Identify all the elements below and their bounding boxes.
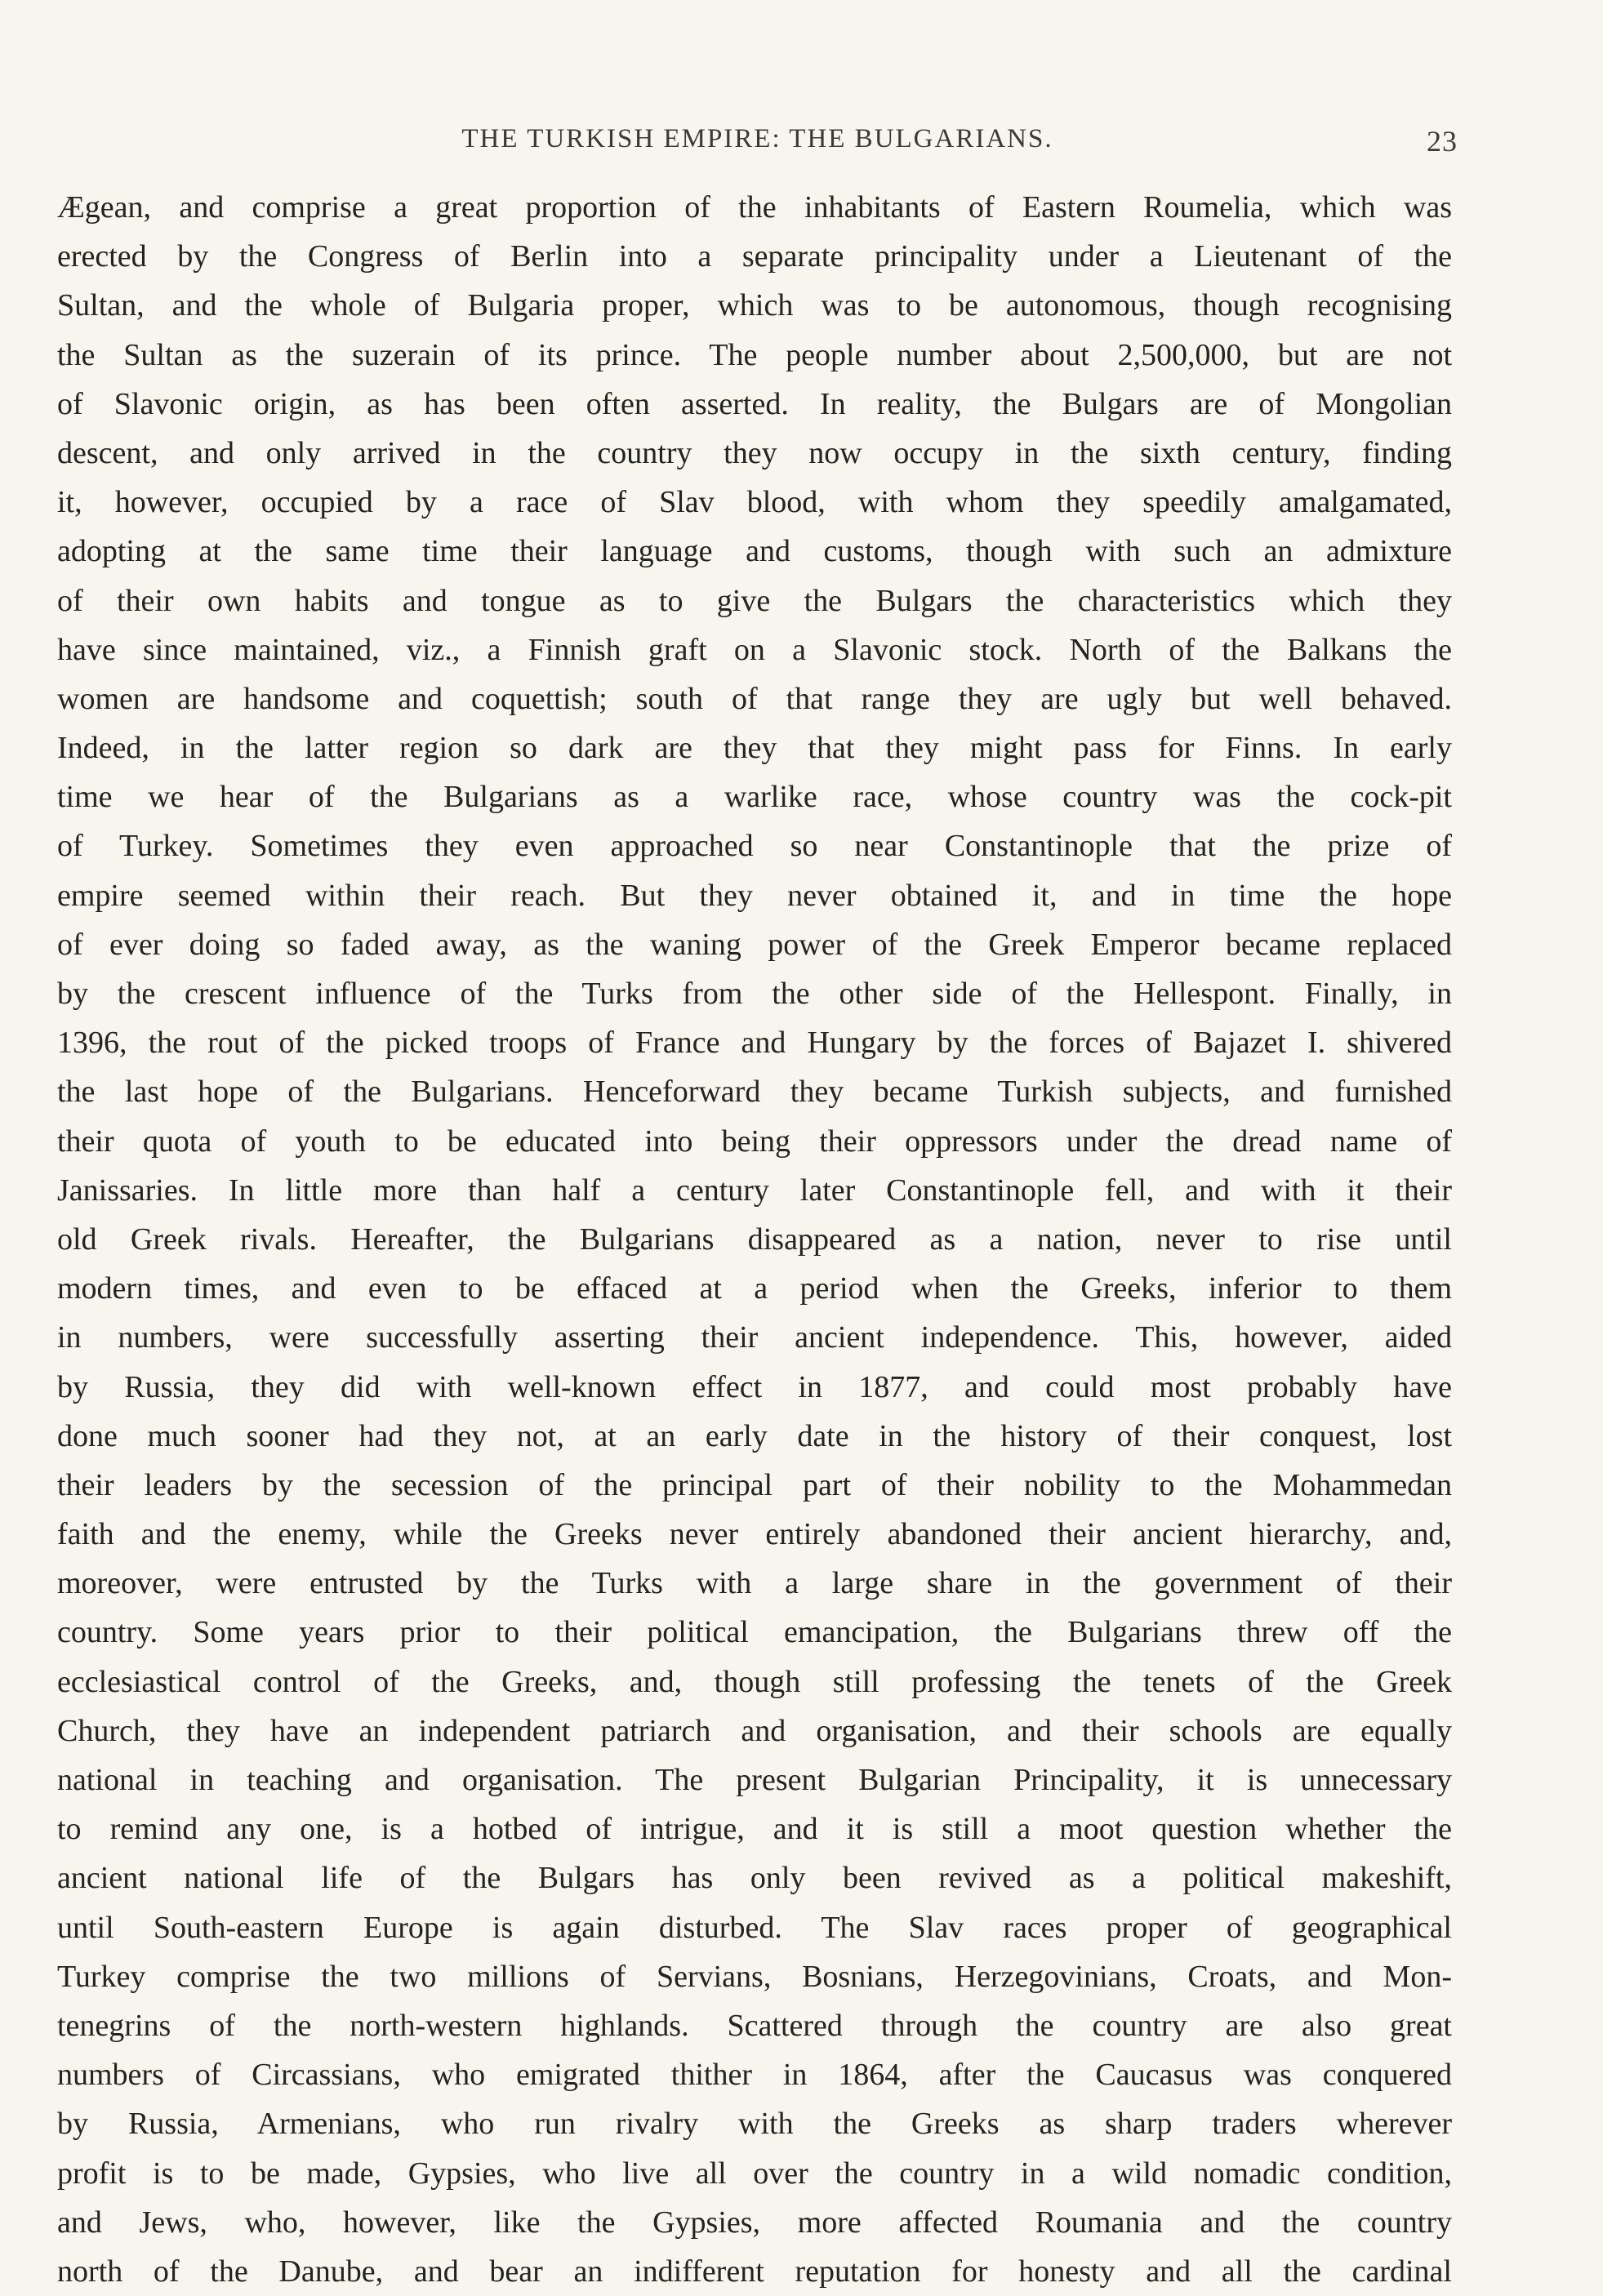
text-line: of Turkey. Sometimes they even approached so near Constantinople that the prize of bbox=[57, 829, 1452, 864]
text-line: Indeed, in the latter region so dark are they that they might pass for Finns. In early bbox=[57, 731, 1452, 766]
text-line: of their own habits and tongue as to give the Bulgars the characteristics which they bbox=[57, 583, 1452, 618]
text-line: it, however, occupied by a race of Slav blood, with whom they speedily amalgamated, bbox=[57, 485, 1452, 520]
running-head bbox=[57, 124, 1458, 165]
text-line: their leaders by the secession of the principal part of their nobility to the Mohammedan bbox=[57, 1467, 1452, 1502]
text-line: until South-eastern Europe is again disturbed. The Slav races proper of geographical bbox=[57, 1910, 1452, 1945]
text-line: country. Some years prior to their political emancipation, the Bulgarians threw off the bbox=[57, 1615, 1452, 1650]
text-line: by Russia, they did with well-known effect in 1877, and could most probably have bbox=[57, 1369, 1452, 1404]
text-line: Church, they have an independent patriarch and organisation, and their schools are equally bbox=[57, 1713, 1452, 1748]
text-line: their quota of youth to be educated into being their oppressors under the dread name of bbox=[57, 1124, 1452, 1159]
text-line: 1396, the rout of the picked troops of France and Hungary by the forces of Bajazet I. shivered bbox=[57, 1026, 1452, 1061]
text-line: by Russia, Armenians, who run rivalry with the Greeks as sharp traders wherever bbox=[57, 2107, 1452, 2142]
text-line: to remind any one, is a hotbed of intrigue, and it is still a moot question whether the bbox=[57, 1812, 1452, 1847]
text-line: moreover, were entrusted by the Turks with a large share in the government of their bbox=[57, 1566, 1452, 1601]
text-line: national in teaching and organisation. The present Bulgarian Principality, it is unnecessary bbox=[57, 1763, 1452, 1797]
text-line: ancient national life of the Bulgars has only been revived as a political makeshift, bbox=[57, 1861, 1452, 1896]
text-line: north of the Danube, and bear an indifferent reputation for honesty and all the cardinal bbox=[57, 2254, 1452, 2289]
text-line: descent, and only arrived in the country they now occupy in the sixth century, finding bbox=[57, 435, 1452, 470]
text-line: and Jews, who, however, like the Gypsies, more affected Roumania and the country bbox=[57, 2205, 1452, 2240]
text-line: faith and the enemy, while the Greeks never entirely abandoned their ancient hierarchy, and, bbox=[57, 1517, 1452, 1552]
text-line: Ægean, and comprise a great proportion of the inhabitants of Eastern Roumelia, which was bbox=[57, 190, 1452, 225]
text-line: empire seemed within their reach. But they never obtained it, and in time the hope bbox=[57, 878, 1452, 913]
text-line: in numbers, were successfully asserting their ancient independence. This, however, aided bbox=[57, 1320, 1452, 1355]
text-line: adopting at the same time their language and customs, though with such an admixture bbox=[57, 534, 1452, 569]
text-line: by the crescent influence of the Turks from the other side of the Hellespont. Finally, in bbox=[57, 977, 1452, 1011]
text-line: profit is to be made, Gypsies, who live all over the country in a wild nomadic condition, bbox=[57, 2156, 1452, 2191]
text-line: numbers of Circassians, who emigrated thither in 1864, after the Caucasus was conquered bbox=[57, 2058, 1452, 2093]
text-line: of ever doing so faded away, as the waning power of the Greek Emperor became replaced bbox=[57, 927, 1452, 962]
text-line: of Slavonic origin, as has been often asserted. In reality, the Bulgars are of Mongolian bbox=[57, 386, 1452, 421]
text-line: done much sooner had they not, at an early date in the history of their conquest, lost bbox=[57, 1418, 1452, 1453]
text-line: have since maintained, viz., a Finnish graft on a Slavonic stock. North of the Balkans the bbox=[57, 632, 1452, 667]
text-line: Janissaries. In little more than half a century later Constantinople fell, and with it their bbox=[57, 1172, 1452, 1208]
text-line: the Sultan as the suzerain of its prince. The people number about 2,500,000, but are not bbox=[57, 337, 1452, 372]
page-number: 23 bbox=[1427, 125, 1458, 158]
text-line: old Greek rivals. Hereafter, the Bulgarians disappeared as a nation, never to rise until bbox=[57, 1221, 1452, 1257]
text-line: the last hope of the Bulgarians. Henceforward they became Turkish subjects, and furnished bbox=[57, 1075, 1452, 1110]
text-line: modern times, and even to be effaced at a period when the Greeks, inferior to them bbox=[57, 1271, 1452, 1306]
body-text bbox=[57, 183, 1452, 2296]
text-line: Sultan, and the whole of Bulgaria proper, which was to be autonomous, though recognising bbox=[57, 288, 1452, 323]
text-line: ecclesiastical control of the Greeks, and, though still professing the tenets of the Greek bbox=[57, 1664, 1452, 1699]
text-line: erected by the Congress of Berlin into a separate principality under a Lieutenant of the bbox=[57, 239, 1452, 274]
text-line: women are handsome and coquettish; south of that range they are ugly but well behaved. bbox=[57, 681, 1452, 716]
running-head-title: THE TURKISH EMPIRE: THE BULGARIANS. bbox=[461, 124, 1053, 154]
text-line: time we hear of the Bulgarians as a warlike race, whose country was the cock-pit bbox=[57, 780, 1452, 815]
text-line: Turkey comprise the two millions of Servians, Bosnians, Herzegovinians, Croats, and Mon- bbox=[57, 1959, 1452, 1994]
text-line: tenegrins of the north-western highlands. Scattered through the country are also great bbox=[57, 2008, 1452, 2043]
